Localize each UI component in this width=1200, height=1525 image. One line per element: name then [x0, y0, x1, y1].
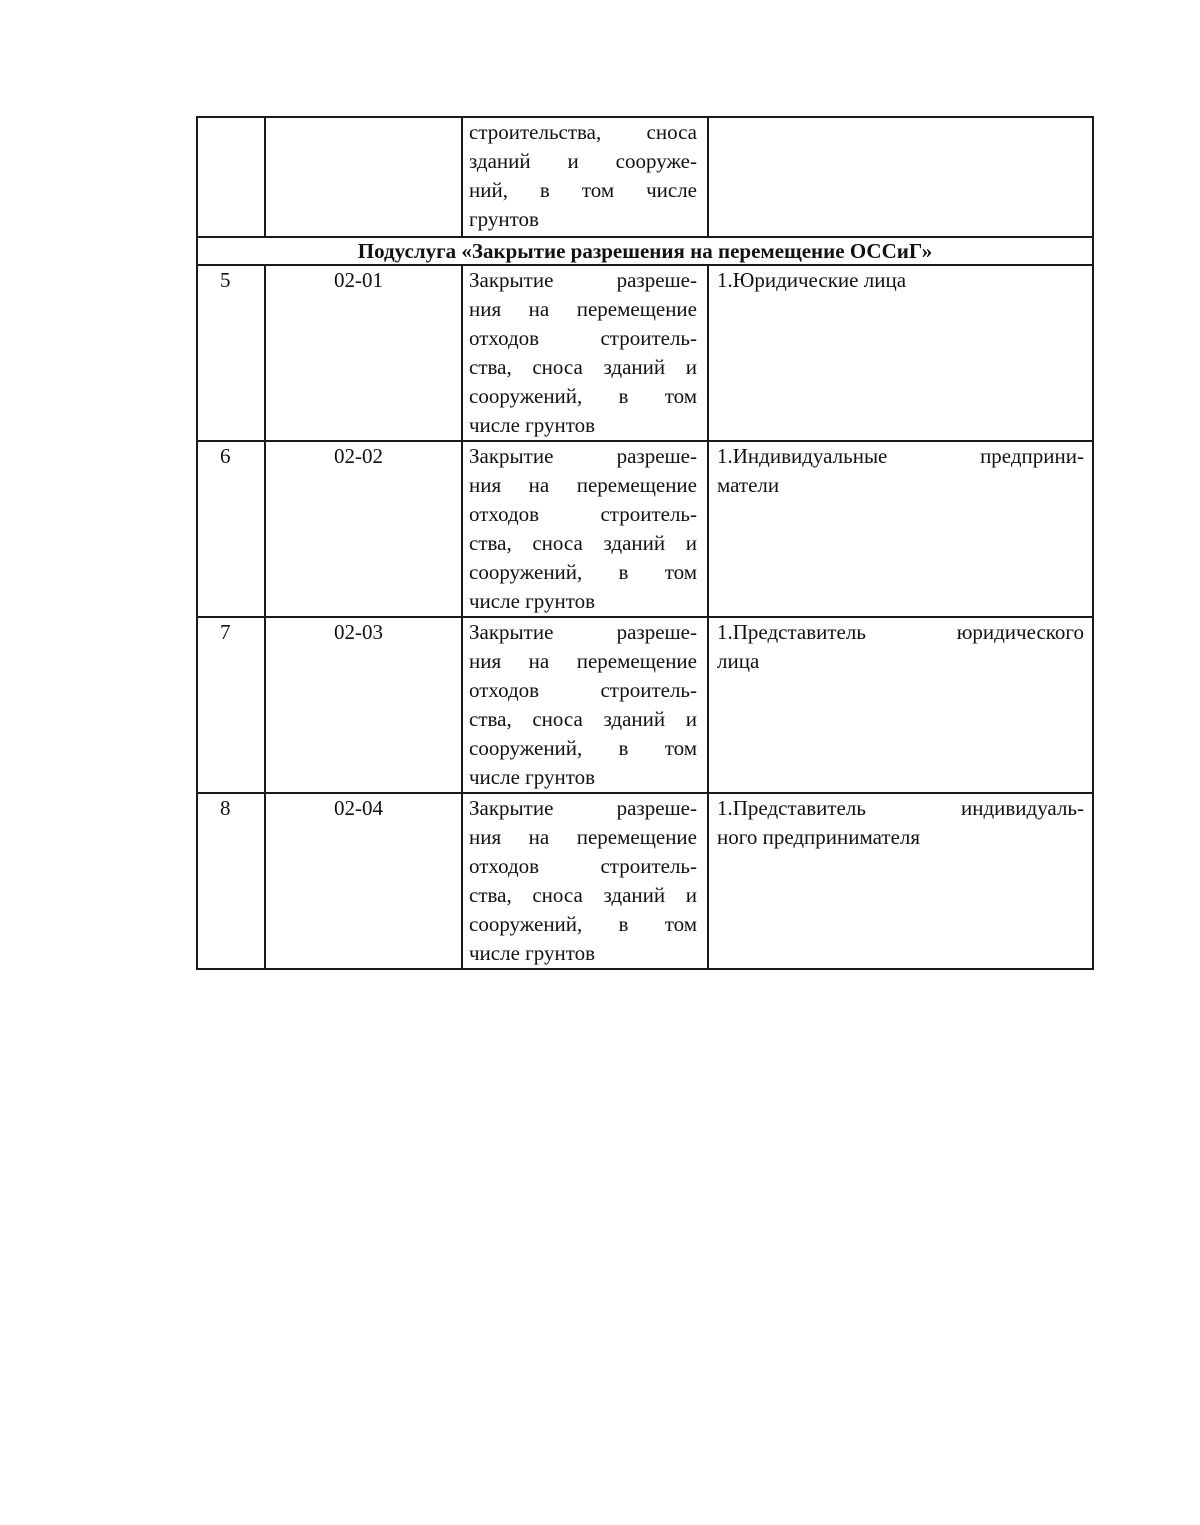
text-line: 1.Представитель юридического [717, 620, 1084, 644]
text-line: Закрытие разреше- [469, 620, 697, 644]
text-line: зданий и сооруже- [469, 149, 697, 173]
table-row-subheader [197, 237, 1093, 265]
service-code: 02-04 [265, 793, 462, 969]
num-cell [197, 117, 265, 237]
text-line: 1.Представитель индивидуаль- [717, 796, 1084, 820]
text-line: отходов строитель- [469, 326, 697, 350]
text-line: ства, сноса зданий и [469, 355, 697, 379]
text-line: 1.Юридические лица [717, 268, 907, 292]
text-line: числе грунтов [469, 765, 596, 789]
text-line: сооружений, в том [469, 384, 697, 408]
text-line: лица [717, 649, 760, 673]
text-line: ния на перемещение [469, 297, 697, 321]
text-line: сооружений, в том [469, 560, 697, 584]
text-line: ния на перемещение [469, 649, 697, 673]
row-number: 8 [197, 793, 265, 969]
applicant-cell [708, 265, 1093, 441]
text-line: сооружений, в том [469, 912, 697, 936]
services-table [196, 116, 1094, 970]
text-line: сооружений, в том [469, 736, 697, 760]
service-name-cell [462, 265, 708, 441]
subservice-title: Подуслуга «Закрытие разрешения на перемещение ОССиГ» [197, 237, 1093, 265]
service-name-cell [462, 793, 708, 969]
code-cell [265, 117, 462, 237]
text-line: Закрытие разреше- [469, 444, 697, 468]
applicant-cell [708, 117, 1093, 237]
applicant-cell [708, 793, 1093, 969]
row-number: 6 [197, 441, 265, 617]
text-line: ния на перемещение [469, 825, 697, 849]
text-line: Закрытие разреше- [469, 268, 697, 292]
text-line: ний, в том числе [469, 178, 697, 202]
text-line: 1.Индивидуальные предприни- [717, 444, 1084, 468]
service-code: 02-02 [265, 441, 462, 617]
service-code: 02-03 [265, 617, 462, 793]
text-line: ства, сноса зданий и [469, 883, 697, 907]
text-line: числе грунтов [469, 413, 596, 437]
text-line: отходов строитель- [469, 678, 697, 702]
service-code: 02-01 [265, 265, 462, 441]
text-line: ства, сноса зданий и [469, 707, 697, 731]
row-number: 5 [197, 265, 265, 441]
service-name-cell [462, 441, 708, 617]
text-line: числе грунтов [469, 941, 596, 965]
text-line: отходов строитель- [469, 502, 697, 526]
table-row [197, 793, 1093, 969]
text-line: строительства, сноса [469, 120, 697, 144]
text-line: отходов строитель- [469, 854, 697, 878]
text-line: ного предпринимателя [717, 825, 921, 849]
service-name-cell [462, 117, 708, 237]
text-line: ства, сноса зданий и [469, 531, 697, 555]
table-row-continuation [197, 117, 1093, 237]
text-line: Закрытие разреше- [469, 796, 697, 820]
applicant-cell [708, 617, 1093, 793]
service-name-cell [462, 617, 708, 793]
row-number: 7 [197, 617, 265, 793]
text-line: грунтов [469, 207, 539, 231]
table-row [197, 265, 1093, 441]
text-line: матели [717, 473, 780, 497]
table-row [197, 441, 1093, 617]
table-row [197, 617, 1093, 793]
applicant-cell [708, 441, 1093, 617]
text-line: ния на перемещение [469, 473, 697, 497]
text-line: числе грунтов [469, 589, 596, 613]
